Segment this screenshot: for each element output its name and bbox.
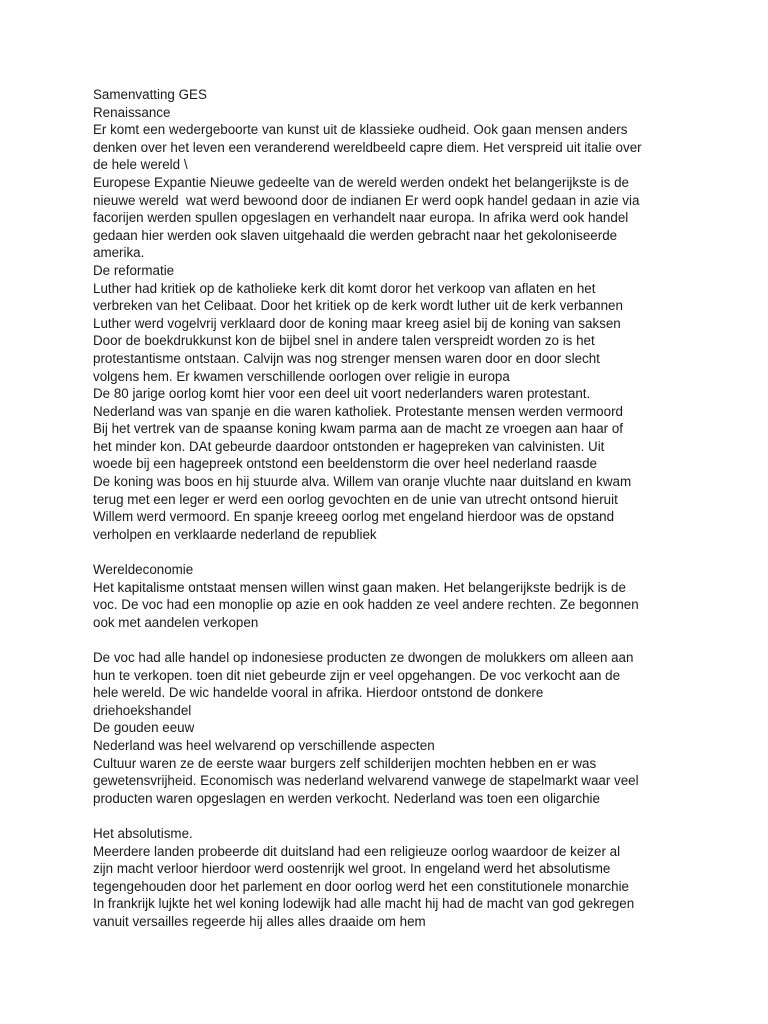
text-line: Luther werd vogelvrij verklaard door de koning maar kreeg asiel bij de koning van saksen (93, 315, 621, 331)
text-line: hele wereld. De wic handelde vooral in afrika. Hierdoor ontstond de donkere (93, 685, 544, 701)
text-line: De gouden eeuw (93, 720, 195, 736)
text-line: Nederland was van spanje en die waren katholiek. Protestante mensen werden vermoord (93, 403, 623, 419)
document-title: Samenvatting GES (93, 87, 207, 102)
text-line: Het kapitalisme ontstaat mensen willen winst gaan maken. Het belangerijkste bedrijk is de (93, 579, 626, 595)
text-line: In frankrijk lujkte het wel koning lodewijk had alle macht hij had de macht van god gekregen (93, 896, 635, 912)
text-line: ook met aandelen verkopen (93, 614, 259, 630)
text-line: terug met een leger er werd een oorlog gevochten en de unie van utrecht ontsond hieruit (93, 491, 618, 507)
text-line: denken over het leven een veranderend wereldbeeld capre diem. Het verspreid uit italie over (93, 139, 642, 155)
text-line: producten waren opgeslagen en werden verkocht. Nederland was toen een oligarchie (93, 790, 600, 806)
text-line: vanuit versailles regeerde hij alles alles draaide om hem (93, 913, 426, 929)
text-line: gewetensvrijheid. Economisch was nederland welvarend vanwege de stapelmarkt waar veel (93, 773, 639, 789)
text-line: Er komt een wedergeboorte van kunst uit de klassieke oudheid. Ook gaan mensen anders (93, 122, 628, 138)
text-line: driehoekshandel (93, 702, 192, 718)
text-line: nieuwe wereld wat werd bewoond door de indianen Er werd oopk handel gedaan in azie via (93, 192, 640, 208)
text-line: protestantisme ontstaan. Calvijn was nog strenger mensen waren door en door slecht (93, 350, 600, 366)
text-line: hun te verkopen. toen dit niet gebeurde zijn er veel opgehangen. De voc verkocht aan de (93, 667, 621, 683)
text-line: Meerdere landen probeerde dit duitsland had een religieuze oorlog waardoor de keizer al (93, 843, 621, 859)
text-line: tegengehouden door het parlement en door oorlog werd het een constitutionele monarchie (93, 878, 629, 894)
blank-line (93, 807, 753, 825)
text-line: Cultuur waren ze de eerste waar burgers zelf schilderijen mochten hebben en er was (93, 755, 597, 771)
text-line: verbreken van het Celibaat. Door het kritiek op de kerk wordt luther uit de kerk verbannen (93, 298, 623, 314)
text-line: woede bij een hagepreek ontstond een beeldenstorm die over heel nederland raasde (93, 456, 597, 472)
blank-line (93, 631, 753, 649)
text-line: verholpen en verklaarde nederland de republiek (93, 526, 377, 542)
text-line: het minder kon. DAt gebeurde daardoor ontstonden er hagepreken van calvinisten. Uit (93, 438, 605, 454)
text-line: De reformatie (93, 262, 175, 278)
text-line: Door de boekdrukkunst kon de bijbel snel in andere talen verspreidt worden zo is het (93, 333, 595, 349)
text-line: De voc had alle handel op indonesiese producten ze dwongen de molukkers om alleen aan (93, 650, 634, 665)
text-line: zijn macht verloor hierdoor werd oostenrijk wel groot. In engeland werd het absolutisme (93, 861, 611, 877)
text-line: de hele wereld \ (93, 157, 188, 173)
text-line: Renaissance (93, 104, 171, 120)
text-line: facorijen werden spullen opgeslagen en verhandelt naar europa. In afrika werd ook handel (93, 210, 629, 226)
text-line: De koning was boos en hij stuurde alva. Willem van oranje vluchte naar duitsland en kwam (93, 474, 632, 490)
document-page (93, 86, 753, 931)
text-line: volgens hem. Er kwamen verschillende oorlogen over religie in europa (93, 368, 510, 384)
text-line: voc. De voc had een monoplie op azie en ook hadden ze veel andere rechten. Ze begonnen (93, 597, 639, 613)
text-line: Luther had kritiek op de katholieke kerk dit komt doror het verkoop van aflaten en het (93, 280, 596, 296)
text-line: Bij het vertrek van de spaanse koning kwam parma aan de macht ze vroegen aan haar of (93, 421, 623, 437)
blank-line (93, 543, 753, 561)
text-line: Nederland was heel welvarend op verschillende aspecten (93, 737, 435, 753)
text-line: Europese Expantie Nieuwe gedeelte van de wereld werden ondekt het belangerijkste is de (93, 174, 629, 190)
text-line: Het absolutisme. (93, 825, 193, 841)
text-line: gedaan hier werden ook slaven uitgehaald die werden gebracht naar het gekoloniseerde (93, 227, 618, 243)
text-line: Willem werd vermoord. En spanje kreeeg oorlog met engeland hierdoor was de opstand (93, 509, 615, 525)
text-line: amerika. (93, 245, 145, 261)
text-line: Wereldeconomie (93, 562, 194, 578)
text-line: De 80 jarige oorlog komt hier voor een deel uit voort nederlanders waren protestant. (93, 386, 591, 402)
document-body (93, 104, 753, 931)
